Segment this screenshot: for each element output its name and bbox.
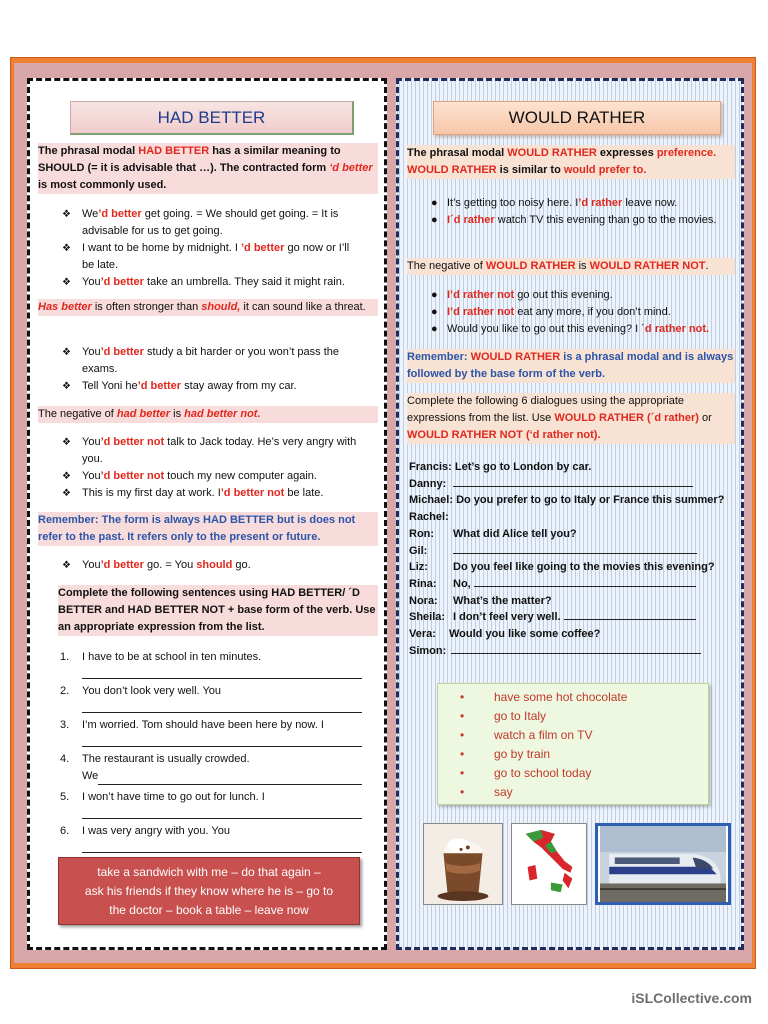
list-item: • watch a film on TV xyxy=(460,728,593,742)
list-item: ● I’d rather not eat any more, if you don’t mind. xyxy=(431,306,671,318)
dialogue-line: Francis: Let’s go to London by car. xyxy=(409,461,592,473)
list-item: ● I´d rather watch TV this evening than go to the movies. xyxy=(431,214,717,226)
dialogue-line: Michael: Do you prefer to go to Italy or France this summer? xyxy=(409,494,725,507)
answer-line[interactable] xyxy=(82,806,362,819)
list-item: • have some hot chocolate xyxy=(460,690,628,704)
dialogues-list xyxy=(409,459,739,659)
would-rather-examples-1 xyxy=(425,195,725,229)
has-better-note: Has better is often stronger than should, it can sound like a threat. xyxy=(38,299,378,316)
list-item: ❖ Tell Yoni he’d better stay away from my car. xyxy=(62,380,297,392)
had-better-word-box: take a sandwich with me – do that again – ask his friends if they know where he is – go to the doctor – book a table – leave now xyxy=(58,857,360,925)
answer-line[interactable] xyxy=(82,840,362,853)
dialogue-line: Rina: No, xyxy=(409,576,739,593)
dialogue-line: Gil: xyxy=(409,543,739,560)
had-better-title: HAD BETTER xyxy=(70,101,354,135)
list-item: ❖ You’d better not touch my new computer again. xyxy=(62,470,317,482)
would-rather-examples-2 xyxy=(425,287,744,338)
list-item: 3. I’m worried. Tom should have been here by now. I xyxy=(60,717,362,747)
list-item: ● Would you like to go out this evening? I ´d rather not. xyxy=(431,323,710,335)
had-better-examples-3 xyxy=(60,434,370,502)
had-better-examples-1 xyxy=(60,206,360,291)
list-item: • go to school today xyxy=(460,766,592,780)
had-better-intro: The phrasal modal HAD BETTER has a similar meaning to SHOULD (= it is advisable that …). The contracted form ‘d better is most commonly used. xyxy=(38,143,378,194)
list-item: 6. I was very angry with you. You xyxy=(60,823,362,853)
would-rather-negative: The negative of WOULD RATHER is WOULD RATHER NOT. xyxy=(407,258,735,275)
list-item: ❖ We’d better get going. = We should get going. = It is advisable for us to get going. xyxy=(62,208,339,237)
list-item: ● It’s getting too noisy here. I’d rather leave now. xyxy=(431,197,678,209)
dialogue-line: Liz: Do you feel like going to the movies this evening? xyxy=(409,561,715,574)
hot-chocolate-image xyxy=(423,823,503,905)
list-item: ❖ You’d better take an umbrella. They said it might rain. xyxy=(62,276,345,288)
list-item: • go by train xyxy=(460,747,551,761)
list-item: ❖ This is my first day at work. I’d better not be late. xyxy=(62,487,324,499)
would-rather-word-box xyxy=(437,683,709,805)
list-item: 5. I won’t have time to go out for lunch. I xyxy=(60,789,362,819)
italy-map-image xyxy=(511,823,587,905)
list-item: 4. The restaurant is usually crowded. We xyxy=(60,751,362,785)
would-rather-column xyxy=(396,78,744,950)
list-item: ❖ You’d better study a bit harder or you won’t pass the exams. xyxy=(62,346,340,375)
had-better-examples-2 xyxy=(60,344,360,395)
had-better-remember: Remember: The form is always HAD BETTER but is does not refer to the past. It refers only to the present or future. xyxy=(38,512,378,546)
list-item: ❖ You’d better go. = You should go. xyxy=(62,559,251,571)
hot-chocolate-icon xyxy=(424,824,502,904)
dialogue-line: Rachel: xyxy=(409,511,449,524)
answer-line[interactable] xyxy=(82,734,362,747)
answer-line[interactable] xyxy=(453,543,697,554)
list-item: ❖ I want to be home by midnight. I ’d better go now or I’ll be late. xyxy=(62,242,350,271)
would-rather-instruction: Complete the following 6 dialogues using the appropriate expressions from the list. Use WOULD RATHER (´d rather) or WOULD RATHER NOT (‘d rather not). xyxy=(407,393,735,444)
had-better-negative: The negative of had better is had better not. xyxy=(38,406,378,423)
answer-line[interactable] xyxy=(98,772,362,785)
had-better-instruction: Complete the following sentences using HAD BETTER/ ´D BETTER and HAD BETTER NOT + base form of the verb. Use an appropriate expression from the list. xyxy=(58,585,378,636)
answer-line[interactable] xyxy=(474,576,696,587)
list-item: ❖ You’d better not talk to Jack today. He’s very angry with you. xyxy=(62,436,357,465)
dialogue-line: Simon: xyxy=(409,643,739,660)
italy-map-icon xyxy=(512,824,586,904)
dialogue-line: Nora: What’s the matter? xyxy=(409,594,552,607)
watermark: iSLCollective.com xyxy=(631,990,752,1006)
answer-line[interactable] xyxy=(453,476,693,487)
had-better-exercises xyxy=(60,649,362,857)
dialogue-line: Ron: What did Alice tell you? xyxy=(409,527,577,540)
answer-line[interactable] xyxy=(564,609,696,620)
had-better-examples-4 xyxy=(60,557,360,574)
answer-line[interactable] xyxy=(451,643,701,654)
would-rather-remember: Remember: WOULD RATHER is a phrasal modal and is always followed by the base form of the verb. xyxy=(407,349,735,383)
list-item: 1. I have to be at school in ten minutes. xyxy=(60,649,362,679)
dialogue-line: Danny: xyxy=(409,476,739,493)
had-better-column xyxy=(27,78,387,950)
would-rather-title: WOULD RATHER xyxy=(433,101,721,135)
list-item: • go to Italy xyxy=(460,709,547,723)
list-item: ● I’d rather not go out this evening. xyxy=(431,289,613,301)
list-item: 2. You don’t look very well. You xyxy=(60,683,362,713)
dialogue-line: Sheila: I don’t feel very well. xyxy=(409,609,739,626)
train-image xyxy=(595,823,731,905)
answer-line[interactable] xyxy=(82,700,362,713)
train-icon xyxy=(598,826,728,902)
would-rather-intro: The phrasal modal WOULD RATHER expresses preference. WOULD RATHER is similar to would prefer to. xyxy=(407,145,735,179)
dialogue-line: Vera: Would you like some coffee? xyxy=(409,628,601,641)
answer-line[interactable] xyxy=(82,666,362,679)
list-item: • say xyxy=(460,785,513,799)
